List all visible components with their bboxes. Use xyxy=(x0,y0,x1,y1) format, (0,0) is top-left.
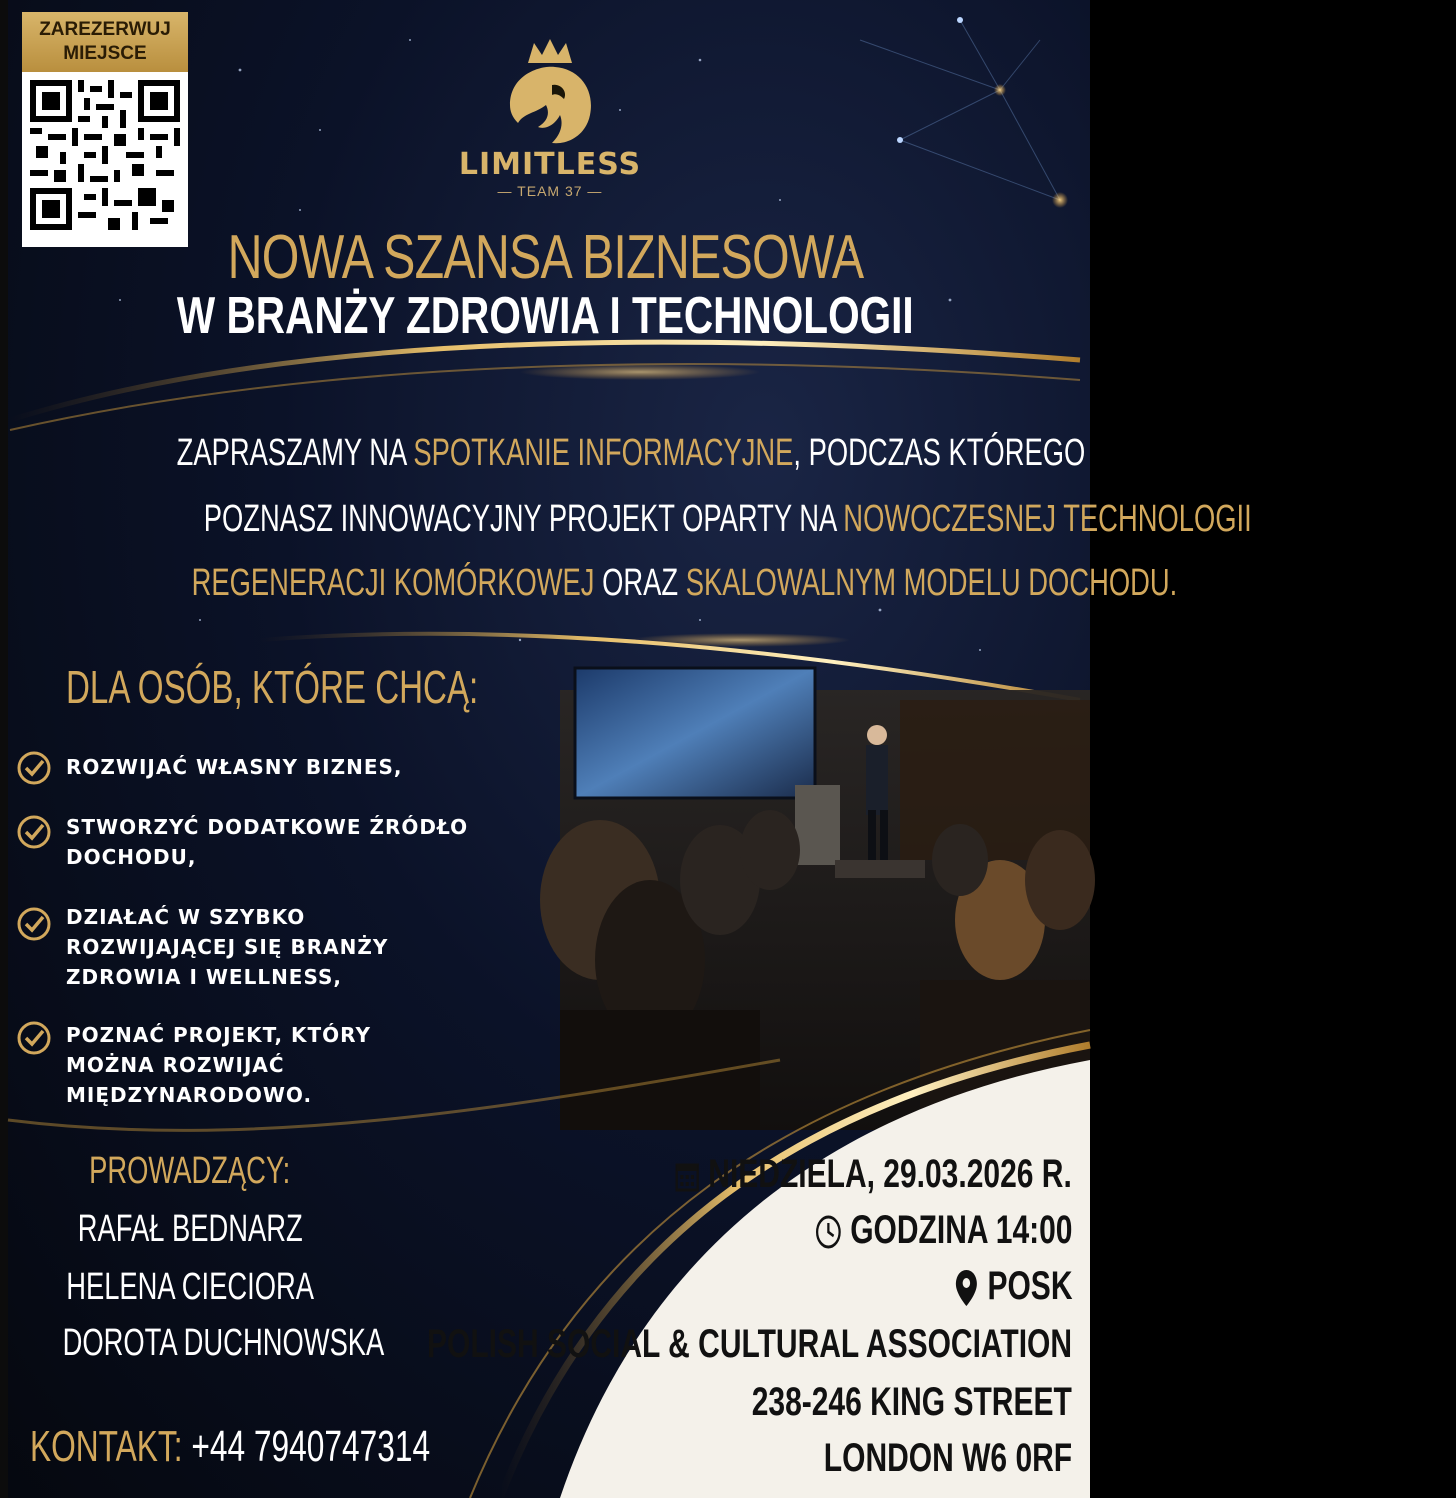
headline-line2: W BRANŻY ZDROWIA I TECHNOLOGII xyxy=(176,287,914,345)
check-circle-icon xyxy=(16,814,52,850)
list-item-text: POZNAĆ PROJEKT, KTÓRY xyxy=(66,1023,371,1047)
host-name: HELENA CIECIORA xyxy=(66,1266,314,1308)
host-name: DOROTA DUCHNOWSKA xyxy=(62,1322,385,1364)
check-circle-icon xyxy=(16,906,52,942)
list-item-text: MOŻNA ROZWIJAĆ xyxy=(66,1053,285,1077)
brand-subtitle: — TEAM 37 — xyxy=(497,183,603,199)
network-constellation xyxy=(860,20,1060,200)
contact-label: KONTAKT: xyxy=(30,1422,183,1471)
intro-line3: REGENERACJI KOMÓRKOWEJ ORAZ SKALOWALNYM MODELU DOCHODU. xyxy=(191,562,1178,604)
intro-line1: ZAPRASZAMY NA SPOTKANIE INFORMACYJNE, PODCZAS KTÓREGO xyxy=(176,432,1086,474)
qr-label xyxy=(22,12,188,72)
contact-phone[interactable]: +44 7940747314 xyxy=(182,1422,431,1471)
event-city: LONDON W6 0RF xyxy=(823,1436,1072,1480)
event-venue-full: POLISH SOCIAL & CULTURAL ASSOCIATION xyxy=(426,1322,1072,1366)
check-circle-icon xyxy=(16,750,52,786)
list-item-text: DZIAŁAĆ W SZYBKO xyxy=(66,905,306,929)
check-circle-icon xyxy=(16,1020,52,1056)
qr-label-line2: MIEJSCE xyxy=(63,43,147,64)
host-name: RAFAŁ BEDNARZ xyxy=(77,1208,303,1250)
list-item-text: DOCHODU, xyxy=(66,845,197,869)
intro-line2: POZNASZ INNOWACYJNY PROJEKT OPARTY NA NOWOCZESNEJ TECHNOLOGII xyxy=(203,498,1252,540)
map-pin-icon xyxy=(953,1268,979,1308)
list-item-text: ROZWIJAĆ WŁASNY BIZNES, xyxy=(66,755,403,779)
list-item-text: STWORZYĆ DODATKOWE ŹRÓDŁO xyxy=(66,815,469,839)
clock-icon xyxy=(814,1214,841,1250)
event-street: 238-246 KING STREET xyxy=(751,1380,1072,1424)
event-venue-short: POSK xyxy=(914,1264,1072,1309)
list-item-text: MIĘDZYNARODOWO. xyxy=(66,1083,313,1107)
qr-label-line1: ZAREZERWUJ xyxy=(39,19,171,40)
headline-line1: NOWA SZANSA BIZNESOWA xyxy=(227,223,863,292)
lion-crown-logo xyxy=(460,35,640,150)
hosts-heading: PROWADZĄCY: xyxy=(89,1150,291,1192)
brand-name: LIMITLESS xyxy=(458,147,642,182)
list-item-text: ROZWIJAJĄCEJ SIĘ BRANŻY xyxy=(66,935,389,959)
event-time: GODZINA 14:00 xyxy=(729,1208,1073,1253)
calendar-icon xyxy=(675,1159,701,1193)
qr-code[interactable] xyxy=(30,80,180,230)
audience-heading: DLA OSÓB, KTÓRE CHCĄ: xyxy=(66,661,479,713)
contact[interactable] xyxy=(30,1422,586,1472)
list-item-text: ZDROWIA I WELLNESS, xyxy=(66,965,342,989)
event-date: NIEDZIELA, 29.03.2026 R. xyxy=(542,1152,1072,1197)
